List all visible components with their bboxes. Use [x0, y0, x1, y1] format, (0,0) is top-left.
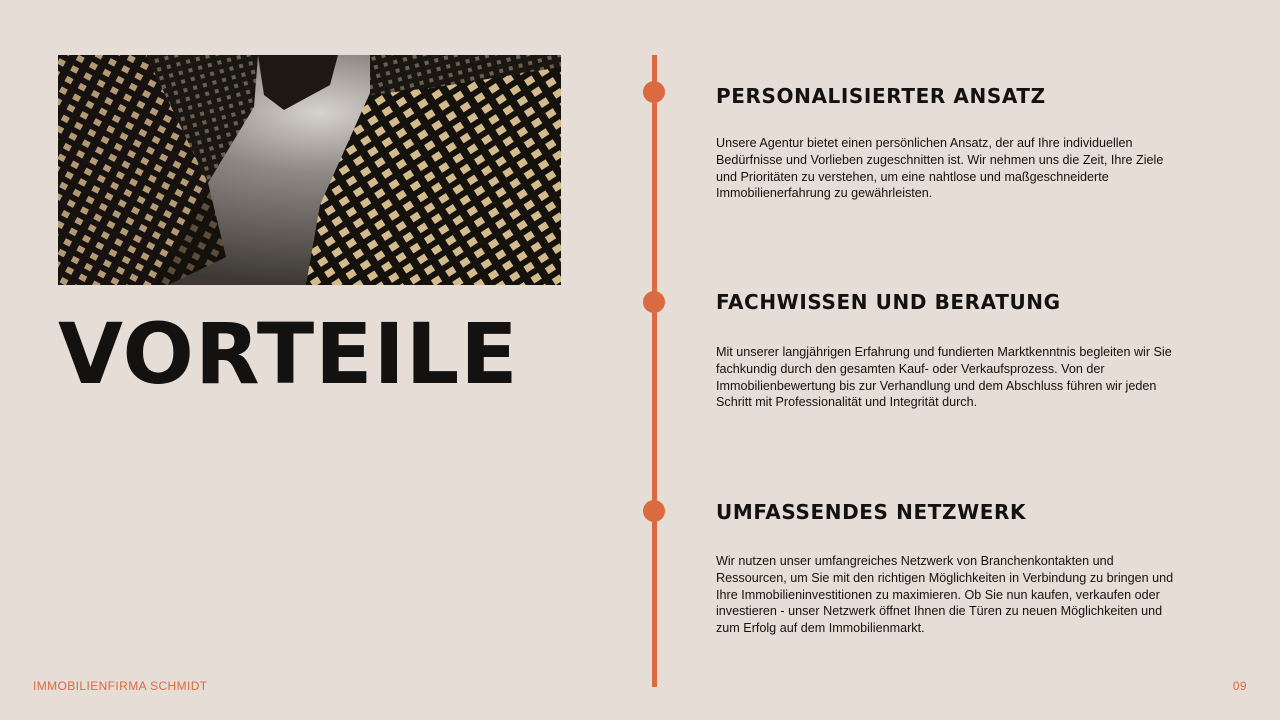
- skyscrapers-photo: [58, 55, 561, 285]
- section-comprehensive-network: [716, 499, 1176, 637]
- timeline-dot-1: [643, 81, 665, 103]
- section-heading: PERSONALISIERTER ANSATZ: [716, 84, 1046, 108]
- timeline-dot-2: [643, 291, 665, 313]
- section-text: Unsere Agentur bietet einen persönlichen Ansatz, der auf Ihre individuellen Bedürfnisse und Vorlieben zugeschnitten ist. Wir nehmen uns die Zeit, Ihre Ziele und Prioritäten zu verstehen, um eine nahtlose und maßgeschneiderte Immobilienerfahrung zu gewährleisten.: [716, 136, 1164, 201]
- section-heading: UMFASSENDES NETZWERK: [716, 500, 1027, 524]
- timeline-dot-3: [643, 500, 665, 522]
- slide-title: VORTEILE: [58, 305, 519, 403]
- section-text: Wir nutzen unser umfangreiches Netzwerk von Branchenkontakten und Ressourcen, um Sie mit den richtigen Möglichkeiten in Verbindung zu bringen und Ihre Immobilieninvestitionen zu maximieren. Ob Sie nun kaufen, verkaufen oder investieren - unser Netzwerk öffnet Ihnen die Türen zu neuen Möglichkeiten und zum Erfolg auf dem Immobilienmarkt.: [716, 554, 1174, 636]
- footer-brand: IMMOBILIENFIRMA SCHMIDT: [33, 679, 208, 693]
- section-text: Mit unserer langjährigen Erfahrung und fundierten Marktkenntnis begleiten wir Sie fachkundig durch den gesamten Kauf- oder Verkaufsprozess. Von der Immobilienbewertung bis zur Verhandlung und dem Abschluss führen wir jeden Schritt mit Professionalität und Integrität durch.: [716, 345, 1172, 410]
- timeline-line: [652, 55, 657, 687]
- section-heading: FACHWISSEN UND BERATUNG: [716, 290, 1061, 314]
- section-personalized-approach: [716, 83, 1176, 202]
- section-expertise-consulting: [716, 289, 1176, 411]
- page-number: 09: [1232, 679, 1247, 693]
